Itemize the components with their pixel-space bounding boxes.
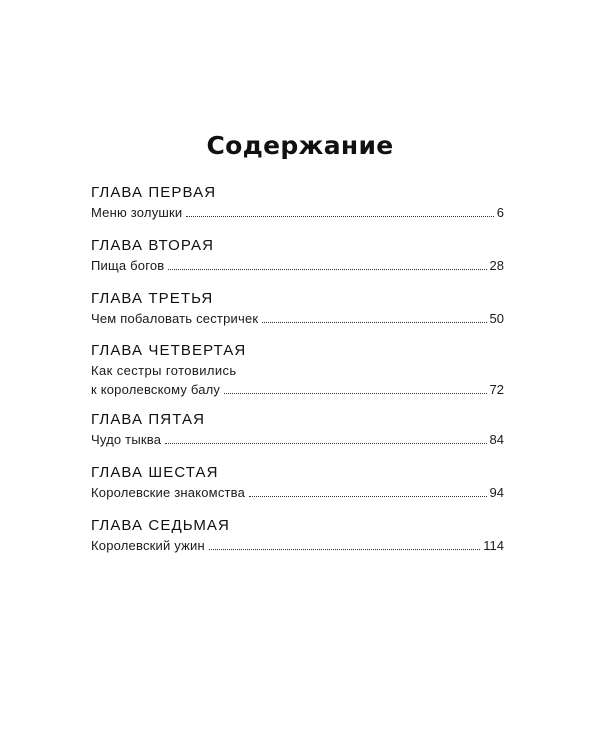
chapter-heading: ГЛАВА ШЕСТАЯ [91, 464, 219, 481]
chapter-heading: ГЛАВА ТРЕТЬЯ [91, 290, 214, 307]
entry-title: Пища богов [91, 258, 165, 273]
toc-chapter-4 [91, 341, 504, 399]
chapter-heading: ГЛАВА ЧЕТВЕРТАЯ [91, 342, 247, 359]
entry-title: Чудо тыква [91, 432, 162, 447]
page-number: 6 [496, 205, 504, 220]
toc-entry[interactable] [91, 203, 504, 222]
toc-entry[interactable] [91, 536, 504, 555]
entry-title: Меню золушки [91, 205, 183, 220]
toc-entry[interactable] [91, 256, 504, 275]
toc-chapter-2 [91, 236, 504, 275]
toc-entry[interactable] [91, 483, 504, 502]
page-number: 94 [489, 485, 504, 500]
dot-leader [168, 269, 486, 270]
toc-chapter-7 [91, 516, 504, 555]
toc-chapter-6 [91, 463, 504, 502]
dot-leader [209, 549, 480, 550]
page-number: 28 [489, 258, 504, 273]
chapter-heading: ГЛАВА ВТОРАЯ [91, 237, 215, 254]
toc-entry[interactable] [91, 430, 504, 449]
chapter-heading: ГЛАВА СЕДЬМАЯ [91, 517, 230, 534]
toc-chapter-5 [91, 410, 504, 449]
entry-title-line-1: Как сестры готовились [91, 363, 237, 378]
toc-chapter-1 [91, 183, 504, 222]
entry-title: Королевские знакомства [91, 485, 246, 500]
chapter-heading: ГЛАВА ПЕРВАЯ [91, 184, 217, 201]
dot-leader [262, 322, 486, 323]
dot-leader [186, 216, 493, 217]
toc-entry[interactable] [91, 380, 504, 399]
dot-leader [165, 443, 486, 444]
entry-title: Чем побаловать сестричек [91, 311, 259, 326]
page-number: 114 [483, 538, 504, 553]
entry-title: к королевскому балу [91, 382, 221, 397]
page-title: Содержание [206, 131, 394, 160]
page-number: 84 [489, 432, 504, 447]
entry-title: Королевский ужин [91, 538, 205, 553]
page-number: 72 [489, 382, 504, 397]
dot-leader [224, 393, 486, 394]
toc-chapter-3 [91, 289, 504, 328]
dot-leader [249, 496, 486, 497]
page-number: 50 [489, 311, 504, 326]
toc-entry[interactable] [91, 309, 504, 328]
chapter-heading: ГЛАВА ПЯТАЯ [91, 411, 206, 428]
